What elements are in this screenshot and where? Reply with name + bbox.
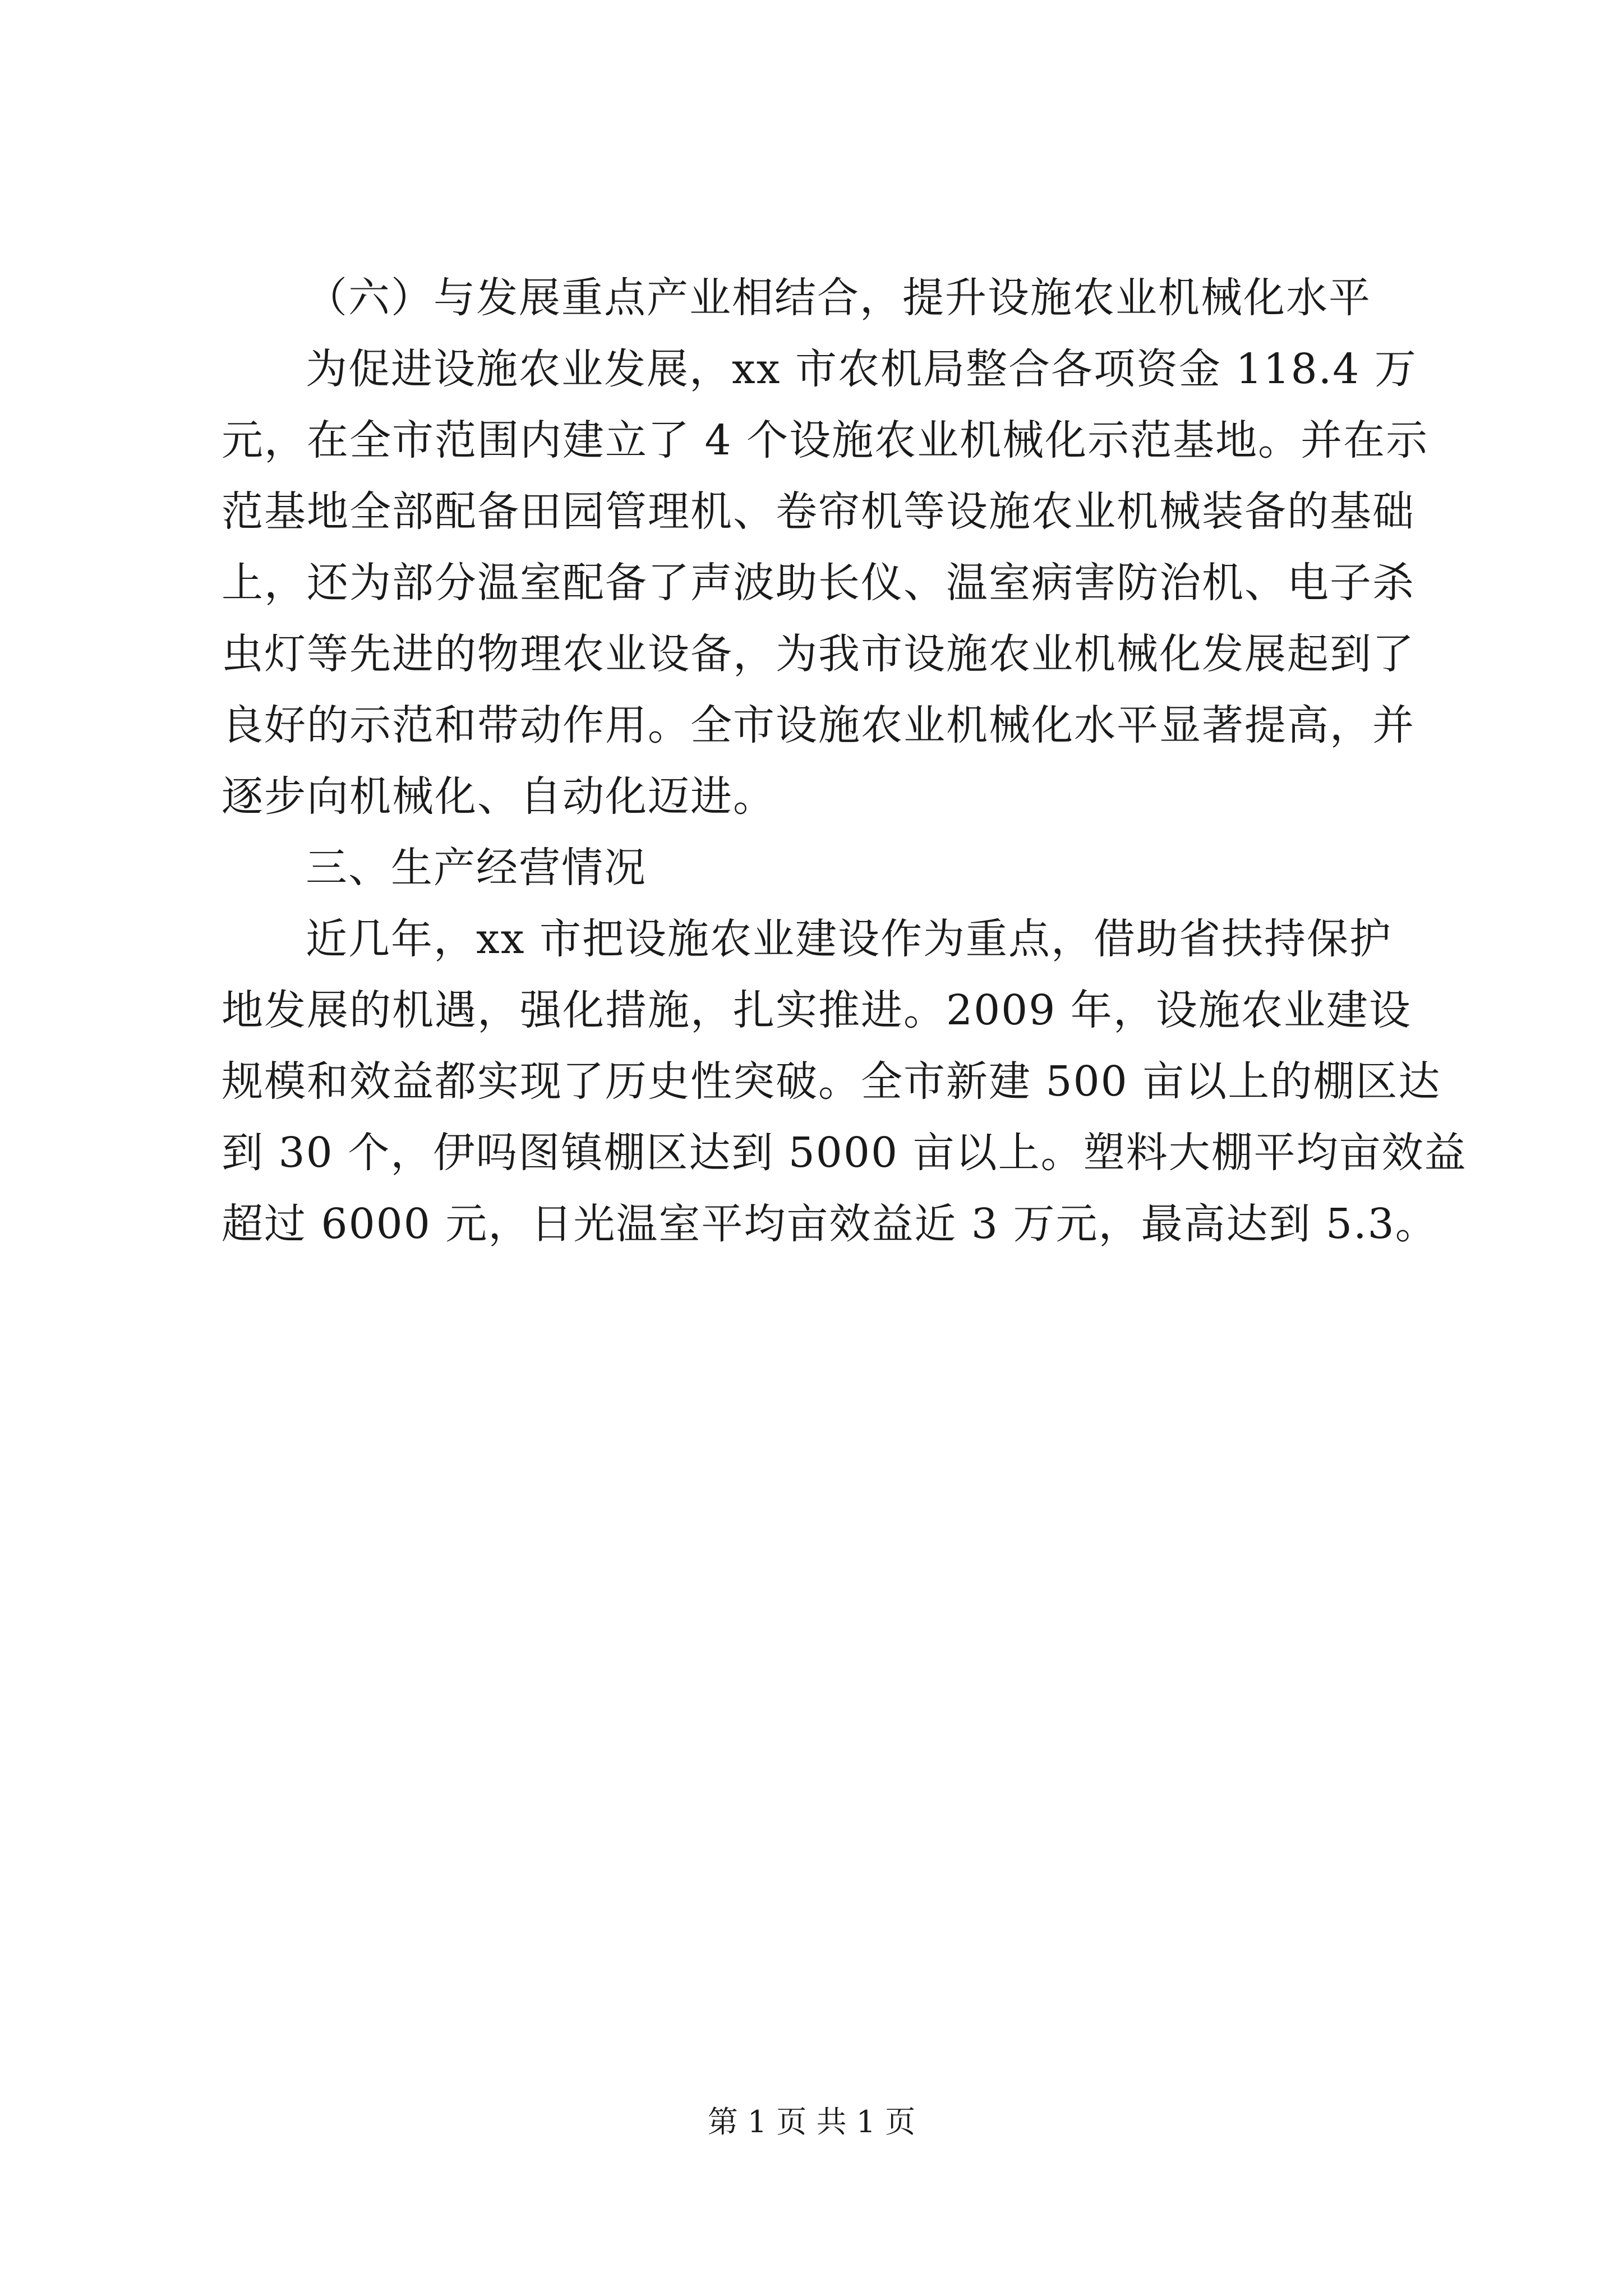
page-footer [0,2102,1623,2142]
text-line-11: 地发展的机遇，强化措施，扎实推进。2009 年，设施农业建设 [222,986,1412,1034]
text-line-2: 为促进设施农业发展，xx 市农机局整合各项资金 118.4 万 [306,345,1417,393]
text-line-5: 上，还为部分温室配备了声波助长仪、温室病害防治机、电子杀 [222,559,1415,607]
text-line-1: （六）与发展重点产业相结合，提升设施农业机械化水平 [306,274,1371,322]
text-line-4: 范基地全部配备田园管理机、卷帘机等设施农业机械装备的基础 [222,487,1415,536]
page-number-label: 第 1 页 共 1 页 [707,2104,916,2139]
text-line-3: 元，在全市范围内建立了 4 个设施农业机械化示范基地。并在示 [222,416,1429,464]
text-line-8: 逐步向机械化、自动化迈进。 [222,772,776,821]
text-line-10: 近几年，xx 市把设施农业建设作为重点，借助省扶持保护 [306,915,1392,963]
document-body [222,263,1467,1260]
text-line-12: 规模和效益都实现了历史性突破。全市新建 500 亩以上的棚区达 [222,1057,1441,1106]
text-line-14: 超过 6000 元，日光温室平均亩效益近 3 万元，最高达到 5.3。 [222,1200,1438,1248]
text-line-7: 良好的示范和带动作用。全市设施农业机械化水平显著提高，并 [222,701,1415,749]
text-line-13: 到 30 个，伊吗图镇棚区达到 5000 亩以上。塑料大棚平均亩效益 [222,1129,1467,1177]
text-line-6: 虫灯等先进的物理农业设备，为我市设施农业机械化发展起到了 [222,630,1415,678]
section-heading: 三、生产经营情况 [306,844,647,892]
